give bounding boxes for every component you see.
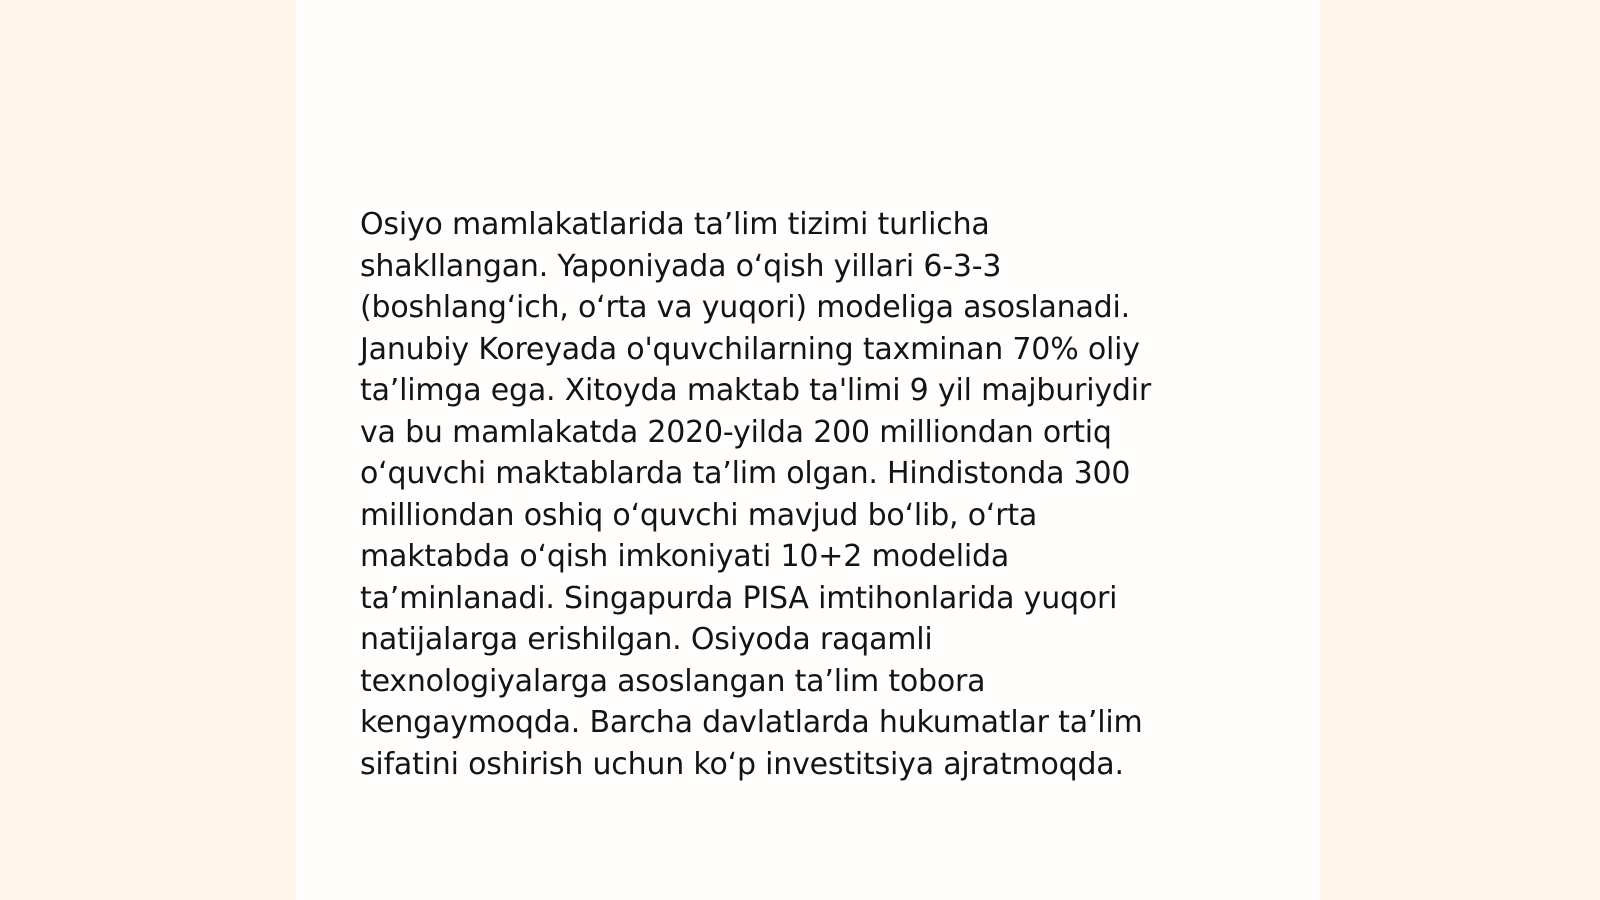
- paragraph-line: oʻquvchi maktablarda ta’lim olgan. Hindistonda 300: [360, 456, 1131, 491]
- paragraph-line: ta’minlanadi. Singapurda PISA imtihonlarida yuqori: [360, 580, 1118, 616]
- paragraph-line: Janubiy Koreyada o'quvchilarning taxminan 70% oliy: [360, 331, 1140, 367]
- paragraph-line: sifatini oshirish uchun koʻp investitsiya ajratmoqda.: [360, 746, 1124, 782]
- document-page: [296, 0, 1320, 900]
- paragraph-line: milliondan oshiq oʻquvchi mavjud boʻlib, oʻrta: [360, 497, 1038, 533]
- paragraph-line: Osiyo mamlakatlarida ta’lim tizimi turlicha: [360, 207, 990, 242]
- paragraph-line: natijalarga erishilgan. Osiyoda raqamli: [360, 622, 933, 657]
- body-paragraph: [360, 204, 1240, 785]
- paragraph-line: shakllangan. Yaponiyada oʻqish yillari 6-3-3: [360, 248, 1002, 284]
- paragraph-line: kengaymoqda. Barcha davlatlarda hukumatlar ta’lim: [360, 705, 1143, 740]
- paragraph-line: (boshlangʻich, oʻrta va yuqori) modeliga asoslanadi.: [360, 290, 1130, 325]
- paragraph-line: maktabda oʻqish imkoniyati 10+2 modelida: [360, 539, 1010, 574]
- paragraph-line: va bu mamlakatda 2020-yilda 200 milliondan ortiq: [360, 414, 1112, 450]
- paragraph-line: texnologiyalarga asoslangan ta’lim tobora: [360, 663, 986, 699]
- paragraph-line: ta’limga ega. Xitoyda maktab ta'limi 9 yil majburiydir: [360, 373, 1151, 408]
